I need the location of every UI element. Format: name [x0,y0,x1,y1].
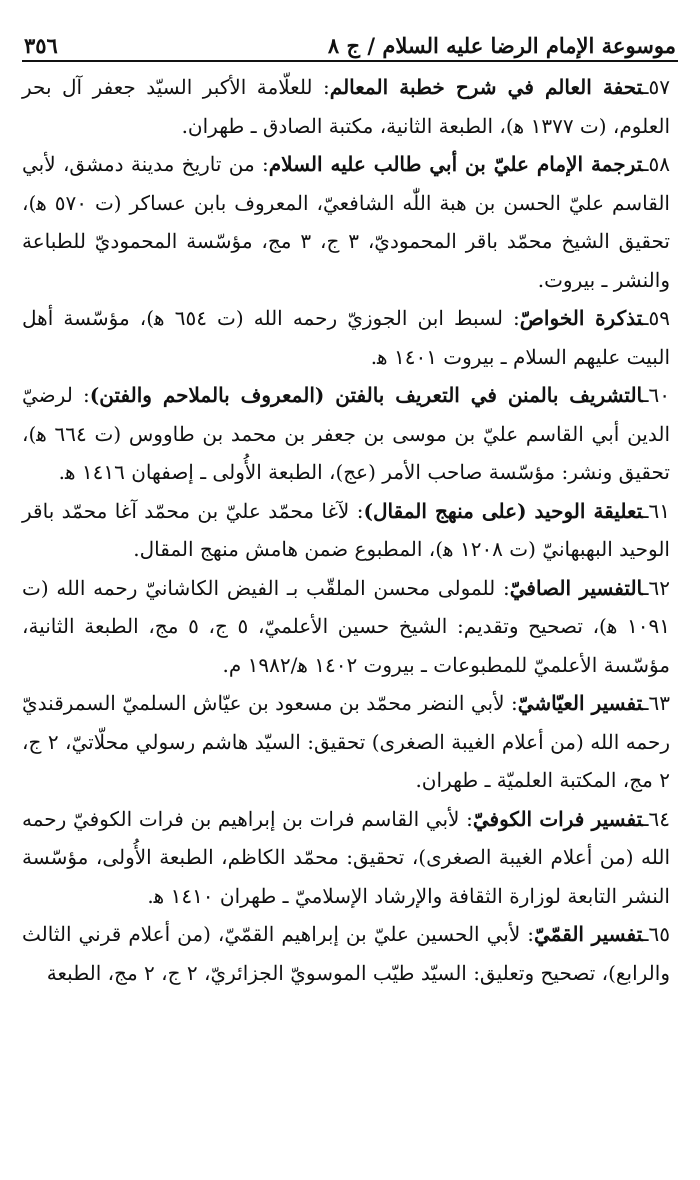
entry-title: تفسير القمّيّ [533,922,643,946]
entry-number: ٦٢ [648,575,670,600]
entry-title: تذكرة الخواصّ [519,306,643,330]
bibliography-entry-65: ٦٥ـتفسير القمّيّ: لأبي الحسين عليّ بن إبراهيم القمّيّ، (من أعلام قرني الثالث والرابع)، تصحيح وتعليق: السيّد طيّب الموسويّ الجزائريّ، ٢ ج، ٢ مج، الطبعة [22,922,670,985]
bibliography-entry-62: ٦٢ـالتفسير الصافيّ: للمولى محسن الملقّب بـ الفيض الكاشانيّ رحمه الله (ت ١٠٩١ ﻫ)، تصحيح وتقديم: الشيخ حسين الأعلميّ، ٥ ج، ٥ مج، الطبعة الثانية، مؤسّسة الأعلميّ للمطبوعات ـ بيروت ١٤٠٢ ﻫ/١٩٨٢ م. [22,575,670,677]
entry-number: ٦٠ [648,383,670,407]
bibliography-list [22,68,678,992]
entry-details: : لأبي القاسم فرات بن إبراهيم بن فرات الكوفيّ رحمه الله (من أعلام الغيبة الصغرى)، تحقيق: محمّد الكاظم، الطبعة الأُولى، مؤسّسة النشر التابعة لوزارة الثقافة والإرشاد الإسلاميّ ـ طهران ١٤١٠ ﻫ. [22,806,670,908]
entry-number: ٥٩ [648,306,670,330]
entry-number: ٦١ [648,498,670,523]
bibliography-entry-58: ٥٨ـترجمة الإمام عليّ بن أبي طالب عليه السلام: من تاريخ مدينة دمشق، لأبي القاسم عليّ الحسن بن هبة اللّٰه الشافعيّ، المعروف بابن عساكر (ت ٥٧٠ ﻫ)، تحقيق الشيخ محمّد باقر المحموديّ، ٣ ج، ٣ مج، مؤسّسة المحموديّ للطباعة والنشر ـ بيروت. [22,152,671,292]
entry-title: تفسير فرات الكوفيّ [472,806,643,831]
entry-number: ٦٤ [648,806,670,831]
bibliography-entry-57: ٥٧ـتحفة العالم في شرح خطبة المعالم: للعلّامة الأكبر السيّد جعفر آل بحر العلوم، (ت ١٣٧٧ ﻫ)، الطبعة الثانية، مكتبة الصادق ـ طهران. [22,75,670,138]
entry-details: : لأبي النضر محمّد بن مسعود بن عيّاش السلميّ السمرقنديّ رحمه الله (من أعلام الغيبة الصغرى) تحقيق: السيّد هاشم رسولي محلّاتيّ، ٢ ج، ٢ مج، المكتبة العلميّة ـ طهران. [22,691,670,792]
bibliography-entry-63: ٦٣ـتفسير العيّاشيّ: لأبي النضر محمّد بن مسعود بن عيّاش السلميّ السمرقنديّ رحمه الله (من أعلام الغيبة الصغرى) تحقيق: السيّد هاشم رسولي محلّاتيّ، ٢ ج، ٢ مج، المكتبة العلميّة ـ طهران. [22,691,671,792]
entry-number: ٦٣ [648,691,671,715]
bibliography-entry-64: ٦٤ـتفسير فرات الكوفيّ: لأبي القاسم فرات بن إبراهيم بن فرات الكوفيّ رحمه الله (من أعلام الغيبة الصغرى)، تحقيق: محمّد الكاظم، الطبعة الأُولى، مؤسّسة النشر التابعة لوزارة الثقافة والإرشاد الإسلاميّ ـ طهران ١٤١٠ ﻫ. [22,806,670,908]
header-divider [22,60,678,62]
bibliography-entry-61: ٦١ـتعليقة الوحيد (على منهج المقال): لآغا محمّد عليّ بن محمّد آغا محمّد باقر الوحيد البهبهانيّ (ت ١٢٠٨ ﻫ)، المطبوع ضمن هامش منهج المقال. [22,498,670,561]
entry-title: ترجمة الإمام عليّ بن أبي طالب عليه السلام [268,152,643,176]
entry-title: تحفة العالم في شرح خطبة المعالم [329,75,643,99]
entry-title: تفسير العيّاشيّ [517,691,643,715]
page-number: ٣٥٦ [24,33,58,58]
entry-details: : من تاريخ مدينة دمشق، لأبي القاسم عليّ الحسن بن هبة اللّٰه الشافعيّ، المعروف بابن عساكر (ت ٥٧٠ ﻫ)، تحقيق الشيخ محمّد باقر المحموديّ، ٣ ج، ٣ مج، مؤسّسة المحموديّ للطباعة والنشر ـ بيروت. [22,152,670,292]
entry-details: : لأبي الحسين عليّ بن إبراهيم القمّيّ، (من أعلام قرني الثالث والرابع)، تصحيح وتعليق: السيّد طيّب الموسويّ الجزائريّ، ٢ ج، ٢ مج، الطبعة [22,922,670,985]
entry-number: ٥٨ [648,152,671,176]
entry-title: التشريف بالمنن في التعريف بالفتن (المعروف بالملاحم والفتن) [89,383,643,407]
bibliography-entry-59: ٥٩ـتذكرة الخواصّ: لسبط ابن الجوزيّ رحمه الله (ت ٦٥٤ ﻫ)، مؤسّسة أهل البيت عليهم السلام ـ بيروت ١٤٠١ ﻫ. [22,306,670,369]
entry-title: تعليقة الوحيد (على منهج المقال) [363,498,643,523]
running-header [22,14,678,58]
entry-number: ٦٥ [648,922,670,946]
entry-details: : للمولى محسن الملقّب بـ الفيض الكاشانيّ رحمه الله (ت ١٠٩١ ﻫ)، تصحيح وتقديم: الشيخ حسين الأعلميّ، ٥ ج، ٥ مج، الطبعة الثانية، مؤسّسة الأعلميّ للمطبوعات ـ بيروت ١٤٠٢ ﻫ/١٩٨٢ م. [22,575,670,677]
entry-details: : لرضيّ الدين أبي القاسم عليّ بن موسى بن جعفر بن محمد بن طاووس (ت ٦٦٤ ﻫ)، تحقيق ونشر: مؤسّسة صاحب الأمر (عج)، الطبعة الأُولى ـ إصفهان ١٤١٦ ﻫ. [22,383,671,484]
bibliography-entry-60: ٦٠ـالتشريف بالمنن في التعريف بالفتن (المعروف بالملاحم والفتن): لرضيّ الدين أبي القاسم عليّ بن موسى بن جعفر بن محمد بن طاووس (ت ٦٦٤ ﻫ)، تحقيق ونشر: مؤسّسة صاحب الأمر (عج)، الطبعة الأُولى ـ إصفهان ١٤١٦ ﻫ. [22,383,671,484]
entry-title: التفسير الصافيّ [509,575,643,600]
running-title: موسوعة الإمام الرضا عليه السلام / ج ٨ [327,33,676,58]
entry-details: : لسبط ابن الجوزيّ رحمه الله (ت ٦٥٤ ﻫ)، مؤسّسة أهل البيت عليهم السلام ـ بيروت ١٤٠١ ﻫ. [22,306,670,369]
entry-number: ٥٧ [648,75,670,99]
entry-details: : لآغا محمّد عليّ بن محمّد آغا محمّد باقر الوحيد البهبهانيّ (ت ١٢٠٨ ﻫ)، المطبوع ضمن هامش منهج المقال. [22,498,670,561]
book-page [22,14,678,1164]
entry-details: : للعلّامة الأكبر السيّد جعفر آل بحر العلوم، (ت ١٣٧٧ ﻫ)، الطبعة الثانية، مكتبة الصادق ـ طهران. [22,75,670,138]
